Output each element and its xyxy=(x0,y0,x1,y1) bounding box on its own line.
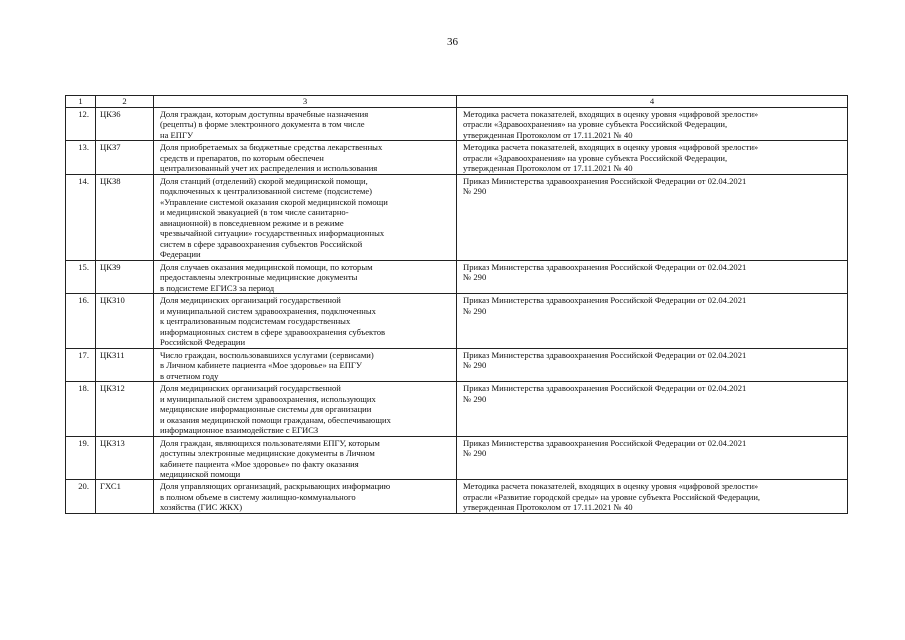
source-line: отрасли «Здравоохранения» на уровне субъекта Российской Федерации, xyxy=(463,152,728,163)
indicator-description xyxy=(154,108,457,141)
indicator-description xyxy=(154,141,457,174)
description-line: в Личном кабинете пациента «Мое здоровье» на ЕПГУ xyxy=(160,360,362,371)
row-number: 14. xyxy=(66,174,96,260)
column-header: 4 xyxy=(457,96,848,108)
indicator-description xyxy=(154,348,457,381)
indicators-table xyxy=(65,95,848,514)
indicator-source xyxy=(457,436,848,480)
indicator-description xyxy=(154,436,457,480)
indicator-source xyxy=(457,141,848,174)
source-line: Методика расчета показателей, входящих в оценку уровня «цифровой зрелости» xyxy=(463,142,759,153)
description-line: подключенных к централизованной системе (подсистеме) xyxy=(160,186,373,197)
description-line: к централизованным подсистемам государственных xyxy=(160,316,351,327)
table-row xyxy=(66,260,848,293)
row-number: 15. xyxy=(66,260,96,293)
description-line: систем в сфере здравоохранения субъектов Российской xyxy=(160,238,363,249)
table-row xyxy=(66,174,848,260)
column-header: 1 xyxy=(66,96,96,108)
table-row xyxy=(66,382,848,436)
source-line: отрасли «Здравоохранения» на уровне субъекта Российской Федерации, xyxy=(463,119,728,130)
row-number: 12. xyxy=(66,108,96,141)
source-line: утвержденная Протоколом от 17.11.2021 № 40 xyxy=(463,129,633,140)
description-line: централизованный учет их распределения и использования xyxy=(160,163,378,174)
source-line: № 290 xyxy=(463,393,487,404)
source-line: отрасли «Развитие городской среды» на уровне субъекта Российской Федерации, xyxy=(463,491,761,502)
description-line: информационное взаимодействие с ЕГИСЗ xyxy=(160,425,319,436)
indicator-description xyxy=(154,382,457,436)
description-line: Доля приобретаемых за бюджетные средства лекарственных xyxy=(160,142,383,153)
source-line: Приказ Министерства здравоохранения Российской Федерации от 02.04.2021 xyxy=(463,349,747,360)
description-line: Доля медицинских организаций государственной xyxy=(160,383,341,394)
indicator-description xyxy=(154,294,457,348)
column-header: 2 xyxy=(96,96,154,108)
indicator-source xyxy=(457,260,848,293)
source-line: Приказ Министерства здравоохранения Российской Федерации от 02.04.2021 xyxy=(463,295,747,306)
source-line: Приказ Министерства здравоохранения Российской Федерации от 02.04.2021 xyxy=(463,383,747,394)
indicator-description xyxy=(154,174,457,260)
row-number: 18. xyxy=(66,382,96,436)
row-number: 20. xyxy=(66,480,96,513)
description-line: Доля граждан, являющихся пользователями ЕПГУ, которым xyxy=(160,437,380,448)
description-line: Доля случаев оказания медицинской помощи, по которым xyxy=(160,261,373,272)
row-number: 17. xyxy=(66,348,96,381)
description-line: Доля управляющих организаций, раскрывающих информацию xyxy=(160,481,391,492)
indicator-code: ЦКЗ11 xyxy=(96,348,154,381)
description-line: (рецепты) в форме электронного документа в том числе xyxy=(160,119,365,130)
source-line: № 290 xyxy=(463,360,487,371)
description-line: и муниципальной систем здравоохранения, использующих xyxy=(160,393,376,404)
description-line: в полном объеме в систему жилищно-коммунального xyxy=(160,491,356,502)
description-line: и муниципальной систем здравоохранения, подключенных xyxy=(160,305,376,316)
source-line: утвержденная Протоколом от 17.11.2021 № 40 xyxy=(463,502,633,513)
description-line: Доля медицинских организаций государственной xyxy=(160,295,341,306)
description-line: хозяйства (ГИС ЖКХ) xyxy=(160,502,243,513)
table-row xyxy=(66,436,848,480)
source-line: Методика расчета показателей, входящих в оценку уровня «цифровой зрелости» xyxy=(463,481,759,492)
indicator-source xyxy=(457,348,848,381)
source-line: утвержденная Протоколом от 17.11.2021 № 40 xyxy=(463,163,633,174)
indicator-code: ГХС1 xyxy=(96,480,154,513)
indicator-code: ЦКЗ12 xyxy=(96,382,154,436)
header-row xyxy=(66,96,848,108)
indicator-code: ЦКЗ10 xyxy=(96,294,154,348)
row-number: 19. xyxy=(66,436,96,480)
indicator-code: ЦКЗ8 xyxy=(96,174,154,260)
description-line: Федерации xyxy=(160,249,201,260)
source-line: № 290 xyxy=(463,272,487,283)
description-line: предоставлены электронные медицинские документы xyxy=(160,272,358,283)
description-line: медицинские информационные системы для организации xyxy=(160,404,372,415)
description-line: доступны электронные медицинские документы в Личном xyxy=(160,448,375,459)
description-line: Российской Федерации xyxy=(160,337,246,348)
source-line: Методика расчета показателей, входящих в оценку уровня «цифровой зрелости» xyxy=(463,109,759,119)
description-line: информационных систем в сфере здравоохранения субъектов xyxy=(160,326,386,337)
table-row xyxy=(66,294,848,348)
source-line: Приказ Министерства здравоохранения Российской Федерации от 02.04.2021 xyxy=(463,261,747,272)
description-line: Доля граждан, которым доступны врачебные назначения xyxy=(160,109,369,119)
description-line: на ЕПГУ xyxy=(160,129,194,140)
source-line: Приказ Министерства здравоохранения Российской Федерации от 02.04.2021 xyxy=(463,437,747,448)
indicator-source xyxy=(457,480,848,513)
indicator-source xyxy=(457,294,848,348)
table-row xyxy=(66,108,848,141)
indicator-source xyxy=(457,108,848,141)
description-line: «Управление системой оказания скорой медицинской помощи xyxy=(160,196,388,207)
description-line: и медицинской эвакуацией (в том числе санитарно- xyxy=(160,207,349,218)
description-line: чрезвычайной ситуации» государственных информационных xyxy=(160,228,385,239)
description-line: авиационной) в повседневном режиме и в режиме xyxy=(160,217,344,228)
description-line: в подсистеме ЕГИСЗ за период xyxy=(160,282,275,293)
indicator-code: ЦКЗ6 xyxy=(96,108,154,141)
indicator-code: ЦКЗ9 xyxy=(96,260,154,293)
indicator-source xyxy=(457,174,848,260)
row-number: 13. xyxy=(66,141,96,174)
indicator-code: ЦКЗ7 xyxy=(96,141,154,174)
description-line: в отчетном году xyxy=(160,370,219,381)
description-line: средств и препаратов, по которым обеспечен xyxy=(160,152,324,163)
description-line: Число граждан, воспользовавшихся услугами (сервисами) xyxy=(160,349,374,360)
description-line: медицинской помощи xyxy=(160,468,241,479)
row-number: 16. xyxy=(66,294,96,348)
indicator-code: ЦКЗ13 xyxy=(96,436,154,480)
source-line: Приказ Министерства здравоохранения Российской Федерации от 02.04.2021 xyxy=(463,175,747,186)
description-line: и оказания медицинской помощи гражданам, обеспечивающих xyxy=(160,414,391,425)
page-number: 36 xyxy=(447,36,458,48)
description-line: кабинете пациента «Мое здоровье» по факту оказания xyxy=(160,458,359,469)
indicator-source xyxy=(457,382,848,436)
indicator-description xyxy=(154,260,457,293)
table-body xyxy=(66,108,848,514)
indicator-description xyxy=(154,480,457,513)
table-row xyxy=(66,348,848,381)
source-line: № 290 xyxy=(463,305,487,316)
table-row xyxy=(66,480,848,513)
column-header: 3 xyxy=(154,96,457,108)
source-line: № 290 xyxy=(463,448,487,459)
source-line: № 290 xyxy=(463,186,487,197)
description-line: Доля станций (отделений) скорой медицинской помощи, xyxy=(160,175,368,186)
table-row xyxy=(66,141,848,174)
